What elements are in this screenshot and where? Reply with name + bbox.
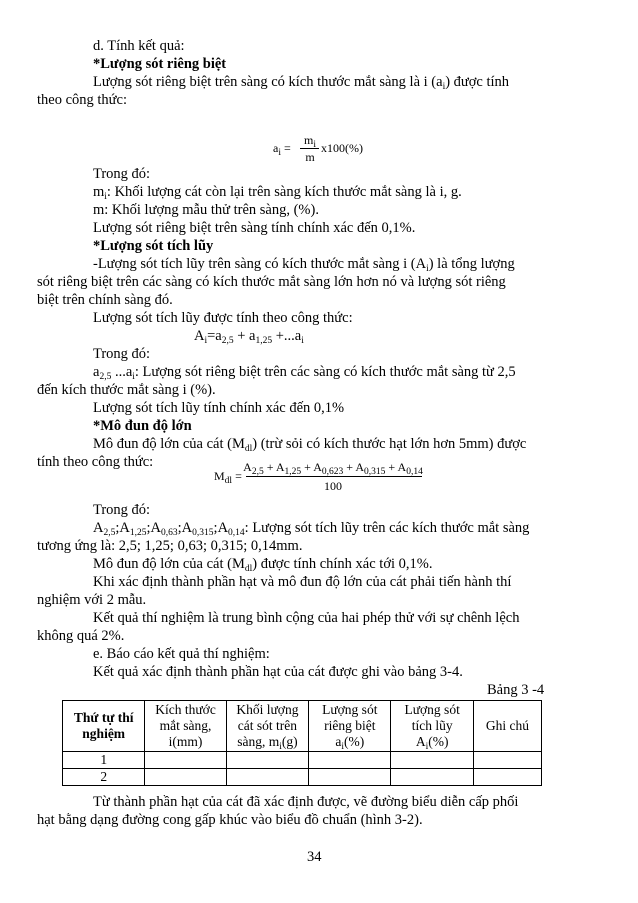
document-page: d. Tính kết quả: *Lượng sót riêng biệt Lượng sót riêng biệt trên sàng có kích thước mắt sàng là i $(a_i)$ được tính theo công thức: $a_i$ = $m_i$ m x100(%) Trong đó: $m_i$: Khối lượng cát còn lại trên sàng kích thước mắt sàng là i, g. m: Khối lượng mẫu thử trên sàng, (%). Lượng sót riêng biệt trên sàng tính chính xác đến 0,1%. *Lượng sót tích lũy -Lượng sót tích lũy trên sàng có kích thước mắt sàng i $(A_i)$ là tổng lượng sót riêng biệt trên các sàng có kích thước mắt sàng lớn hơn nó và lượng sót riêng biệt trên chính sàng đó. Lượng sót tích lũy được tính theo công thức: $A_i=a_{2,5} + a_{1,25} +...a_i$ Trong đó: $a_{2,5}$ $...a_i$: Lượng sót riêng biệt trên các sàng có kích thước mắt sàng từ 2,5 đến kích thước mắt sàng i (%). Lượng sót tích lũy tính chính xác đến 0,1% *Mô đun độ lớn Mô đun độ lớn của cát $(M_{dl})$ (trừ sỏi có kích thước hạt lớn hơn 5mm) được tính theo công thức: $M_{dl}$ = $A_{2,5} + A_{1,25} + A_{0,623} + A_{0,315} + A_{0,14}$ 100 Trong đó: $A_{2,5};A_{1,25};A_{0,63};A_{0,315};A_{0,14}$: Lượng sót tích lũy trên các kích thước mắt sàng tương ứng là: 2,5; 1,25; 0,63; 0,315; 0,14mm. Mô đun độ lớn của cát $(M_{dl})$ được tính chính xác tới 0,1%. Khi xác định thành phần hạt và mô đun độ lớn của cát phải tiến hành thí nghiệm với 2 mẫu. Kết quả thí nghiệm là trung bình cộng của hai phép thử với sự chênh lệch không quá 2%. e. Báo cáo kết quả thí nghiệm: Kết quả xác định thành phần hạt của cát được ghi vào bảng 3-4. Bảng 3 -4 Thứ tự thí nghiệm Kích thước mắt sàng, i(mm) Khối lượng cát sót trên sàng, $m_i(g)$ Lượng sót riêng biệt $a_i(\%)$ Lượng sót tích lũy $A_i(\%)$ Ghi chú 1 2 Từ thành phần hạt của cát đã xác định được, vẽ đường biểu diễn cấp phối hạt bằng dạng đường cong gấp khúc vào biểu đồ chuẩn (hình 3-2). 34 xyxy=(37,38,545,865)
heading-mo-dun-do-lon: *Mô đun độ lớn xyxy=(93,418,192,434)
col-header: Lượng sót riêng biệt $a_i(\%)$ xyxy=(309,701,391,752)
paragraph-line: theo công thức: xyxy=(37,92,128,108)
paragraph-line: Lượng sót tích lũy được tính theo công thức: xyxy=(93,310,353,326)
trong-do-label: Trong đó: xyxy=(93,346,151,362)
paragraph-line: Lượng sót tích lũy tính chính xác đến 0,1% xyxy=(93,400,345,416)
paragraph-line: m: Khối lượng mẫu thử trên sàng, (%). xyxy=(93,202,319,218)
col-header: Ghi chú xyxy=(473,701,541,752)
paragraph-line: sót riêng biệt trên các sàng có kích thước mắt sàng lớn hơn nó và lượng sót riêng xyxy=(37,274,506,290)
paragraph-line: Mô đun độ lớn của cát $(M_{dl})$ được tính chính xác tới 0,1%. xyxy=(93,556,433,574)
table-header-row xyxy=(63,701,542,752)
heading-luong-sot-rieng-biet: *Lượng sót riêng biệt xyxy=(93,56,227,72)
paragraph-line: Kết quả thí nghiệm là trung bình cộng của hai phép thử với sự chênh lệch xyxy=(93,610,520,626)
paragraph-line: tương ứng là: 2,5; 1,25; 0,63; 0,315; 0,14mm. xyxy=(37,538,303,554)
formula-numerator: $A_{2,5} + A_{1,25} + A_{0,623} + A_{0,315} + A_{0,14}$ xyxy=(243,460,423,477)
paragraph-line: không quá 2%. xyxy=(37,628,125,644)
heading-luong-sot-tich-luy: *Lượng sót tích lũy xyxy=(93,238,214,254)
paragraph-line: $a_{2,5}$ $...a_i$: Lượng sót riêng biệt trên các sàng có kích thước mắt sàng từ 2,5 xyxy=(93,364,516,382)
col-header: Khối lượng cát sót trên sàng, $m_i(g)$ xyxy=(226,701,308,752)
table-row: 2 xyxy=(63,769,542,786)
paragraph-line: Khi xác định thành phần hạt và mô đun độ lớn của cát phải tiến hành thí xyxy=(93,574,512,590)
results-table xyxy=(62,700,542,786)
paragraph-line: tính theo công thức: xyxy=(37,454,154,470)
paragraph-line: đến kích thước mắt sàng i (%). xyxy=(37,382,216,398)
paragraph-line: $m_i$: Khối lượng cát còn lại trên sàng kích thước mắt sàng là i, g. xyxy=(93,184,462,202)
paragraph-line: -Lượng sót tích lũy trên sàng có kích thước mắt sàng i $(A_i)$ là tổng lượng xyxy=(93,256,515,274)
paragraph-line: $A_{2,5};A_{1,25};A_{0,63};A_{0,315};A_{0,14}$: Lượng sót tích lũy trên các kích thước mắt sàng xyxy=(93,520,530,538)
paragraph-line: nghiệm với 2 mẫu. xyxy=(37,592,147,608)
trong-do-label: Trong đó: xyxy=(93,166,151,182)
col-header: Kích thước mắt sàng, i(mm) xyxy=(145,701,226,752)
paragraph-line: biệt trên chính sàng đó. xyxy=(37,292,173,308)
section-e-heading: e. Báo cáo kết quả thí nghiệm: xyxy=(93,646,270,662)
trong-do-label: Trong đó: xyxy=(93,502,151,518)
paragraph-line: Lượng sót riêng biệt trên sàng tính chính xác đến 0,1%. xyxy=(93,220,416,236)
paragraph-line: hạt bằng dạng đường cong gấp khúc vào biểu đồ chuẩn (hình 3-2). xyxy=(37,812,423,828)
paragraph-line: Lượng sót riêng biệt trên sàng có kích thước mắt sàng là i $(a_i)$ được tính xyxy=(93,74,510,92)
paragraph-line: Mô đun độ lớn của cát $(M_{dl})$ (trừ sỏi có kích thước hạt lớn hơn 5mm) được xyxy=(93,436,527,454)
col-header: Lượng sót tích lũy $A_i(\%)$ xyxy=(391,701,473,752)
formula-Ai: $A_i=a_{2,5} + a_{1,25} +...a_i$ xyxy=(194,328,304,346)
section-d-heading: d. Tính kết quả: xyxy=(93,38,185,54)
table-caption: Bảng 3 -4 xyxy=(487,682,545,698)
table-row: 1 xyxy=(63,752,542,769)
paragraph-line: Từ thành phần hạt của cát đã xác định được, vẽ đường biểu diễn cấp phối xyxy=(93,794,519,810)
col-header: Thứ tự thí nghiệm xyxy=(63,701,145,752)
page-number: 34 xyxy=(307,849,322,865)
paragraph-line: Kết quả xác định thành phần hạt của cát được ghi vào bảng 3-4. xyxy=(93,664,463,680)
